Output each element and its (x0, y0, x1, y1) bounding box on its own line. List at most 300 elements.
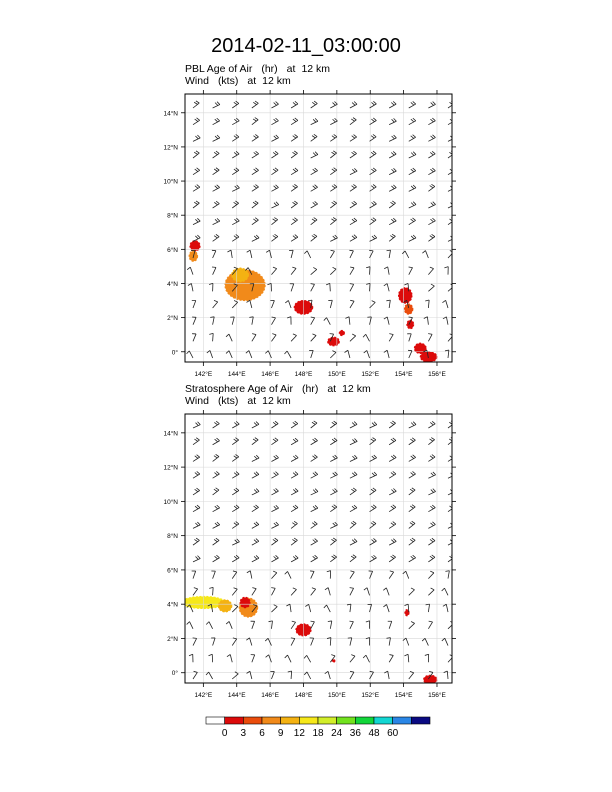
wind-barb (350, 284, 354, 291)
wind-barb-flag (354, 135, 357, 137)
wind-barb (291, 671, 292, 679)
wind-barb (250, 638, 252, 646)
wind-barb (350, 268, 354, 275)
wind-barb-flag (274, 605, 278, 607)
wind-barb (428, 300, 429, 308)
wind-barb (213, 105, 220, 108)
wind-barb-flag (413, 118, 416, 121)
wind-barb-flag (394, 118, 397, 121)
wind-barb (230, 655, 232, 663)
wind-barb-flag (216, 421, 219, 423)
wind-barb (271, 170, 278, 174)
wind-barb (291, 508, 298, 512)
wind-barb (448, 171, 455, 175)
wind-barb-flag (217, 135, 220, 138)
wind-barb-flag (235, 186, 238, 189)
wind-barb-flag (273, 236, 276, 238)
wind-barb (328, 588, 330, 596)
wind-barb (232, 121, 239, 125)
wind-barb (428, 622, 432, 629)
wind-barb-flag (373, 488, 376, 490)
wind-barb (271, 508, 278, 512)
wind-barb (350, 424, 357, 428)
wind-barb-flag (431, 203, 434, 206)
wind-barb-flag (314, 421, 317, 423)
wind-barb-flag (412, 521, 415, 523)
wind-barb-flag (312, 236, 315, 238)
wind-barb (409, 334, 411, 342)
wind-barb-flag (233, 571, 237, 572)
wind-barb-flag (288, 671, 292, 672)
wind-barb (387, 317, 389, 325)
wind-barb-flag (254, 456, 257, 459)
wind-barb-flag (266, 250, 269, 252)
wind-barb (307, 251, 311, 258)
wind-barb-flag (413, 152, 416, 155)
wind-barb-flag (431, 473, 434, 476)
colorbar-segment (243, 717, 262, 724)
wind-barb-flag (450, 119, 453, 122)
wind-barb-flag (391, 219, 394, 222)
wind-barb-flag (189, 654, 193, 655)
wind-barb-flag (236, 134, 239, 136)
wind-barb (193, 474, 200, 478)
wind-barb-flag (391, 473, 394, 476)
wind-barb-flag (272, 334, 276, 335)
wind-barb (232, 424, 239, 428)
wind-barb-flag (371, 152, 374, 154)
wind-barb (232, 317, 234, 325)
wind-barb-flag (371, 169, 374, 172)
wind-barb (271, 491, 278, 495)
y-tick-label: 0° (171, 670, 178, 678)
wind-barb-flag (275, 151, 278, 153)
pbl-age-panel (163, 63, 456, 378)
wind-barb-flag (311, 621, 315, 622)
wind-barb (232, 188, 239, 191)
age-patch (218, 600, 231, 612)
wind-barb (232, 237, 239, 241)
wind-barb-flag (332, 439, 335, 442)
colorbar-segment (318, 717, 337, 724)
map-area (163, 90, 456, 378)
colorbar-label: 18 (312, 728, 324, 739)
y-tick-label: 6°N (167, 567, 178, 575)
wind-barb-flag (255, 505, 258, 508)
wind-barb (291, 335, 296, 341)
wind-barb-flag (253, 439, 256, 441)
wind-barb-flag (292, 267, 296, 268)
wind-barb-flag (256, 235, 259, 238)
x-tick-label: 150°E (327, 371, 346, 378)
panel-title: PBL Age of Air (hr) at 12 km (185, 63, 331, 75)
wind-barb (348, 350, 350, 358)
wind-barb (311, 187, 318, 191)
age-patch (420, 352, 437, 362)
wind-barb-flag (197, 118, 200, 120)
wind-barb (387, 605, 390, 613)
wind-barb-flag (216, 538, 219, 540)
wind-barb-flag (234, 605, 238, 607)
wind-barb-flag (430, 571, 434, 573)
wind-barb (193, 187, 200, 191)
wind-barb-flag (333, 473, 336, 476)
x-tick-label: 144°E (227, 692, 246, 699)
wind-barb-flag (312, 422, 315, 424)
wind-barb (370, 541, 377, 545)
wind-barb-flag (236, 455, 239, 457)
wind-barb-flag (411, 456, 414, 459)
wind-barb-flag (431, 284, 434, 286)
wind-barb-flag (392, 555, 395, 557)
wind-barb (271, 558, 278, 562)
wind-barb (409, 474, 416, 478)
wind-barb-flag (285, 571, 288, 574)
wind-barb-flag (413, 135, 416, 138)
wind-barb-flag (352, 152, 355, 154)
wind-barb-flag (371, 439, 374, 441)
wind-barb-flag (387, 250, 391, 251)
wind-barb (389, 138, 396, 141)
wind-barb (327, 605, 331, 612)
wind-barb (287, 351, 291, 358)
wind-barb (330, 352, 336, 358)
wind-barb-flag (411, 621, 415, 623)
wind-barb (428, 541, 435, 545)
wind-barb-flag (413, 202, 416, 205)
wind-barb-flag (294, 151, 297, 153)
wind-barb-flag (333, 236, 336, 239)
wind-barb (252, 187, 259, 191)
wind-barb-flag (422, 251, 425, 254)
wind-barb-flag (332, 186, 335, 188)
wind-barb (193, 571, 196, 579)
wind-barb (370, 204, 377, 208)
wind-barb-flag (371, 102, 374, 105)
wind-barb (366, 655, 370, 662)
wind-barb-flag (372, 473, 375, 476)
wind-barb (409, 590, 415, 596)
wind-barb-flag (273, 539, 276, 541)
wind-barb (350, 154, 357, 158)
wind-barb (252, 589, 256, 596)
x-tick-label: 142°E (194, 692, 213, 699)
wind-barb-flag (371, 219, 374, 221)
wind-barb-flag (430, 439, 433, 441)
wind-barb (291, 284, 294, 292)
wind-barb-flag (393, 471, 396, 474)
wind-barb-flag (313, 556, 316, 559)
wind-barb-flag (234, 202, 237, 204)
wind-barb (232, 558, 239, 562)
wind-barb (389, 104, 396, 108)
wind-barb-flag (430, 422, 433, 425)
wind-barb-flag (373, 218, 376, 220)
wind-barb-flag (194, 152, 197, 154)
wind-barb (428, 457, 435, 461)
wind-barb (388, 267, 389, 275)
wind-barb (271, 121, 278, 125)
wind-barb (389, 507, 396, 511)
wind-barb (291, 268, 296, 274)
wind-barb-flag (254, 523, 257, 526)
wind-barb-flag (332, 136, 335, 138)
wind-barb-flag (312, 334, 316, 336)
wind-barb (252, 220, 259, 225)
wind-barb-flag (312, 456, 315, 459)
wind-barb (271, 138, 278, 142)
wind-barb-flag (393, 185, 396, 188)
wind-barb (350, 622, 353, 629)
x-tick-label: 150°E (327, 692, 346, 699)
age-of-air-shading (189, 241, 437, 362)
wind-barb-flag (236, 234, 239, 236)
wind-barb-flag (215, 439, 218, 442)
wind-barb (232, 572, 237, 579)
wind-barb-flag (413, 168, 416, 171)
wind-barb-flag (331, 219, 334, 221)
wind-barb (409, 440, 416, 444)
wind-barb-flag (293, 169, 296, 172)
wind-barb-flag (373, 201, 376, 204)
wind-barb-flag (313, 439, 316, 442)
wind-barb-flag (444, 267, 448, 268)
wind-barb (271, 607, 277, 613)
wind-barb (290, 604, 291, 612)
wind-barb-flag (313, 473, 316, 476)
wind-barb-flag (430, 169, 433, 172)
wind-barb-flag (333, 267, 337, 269)
wind-barb (330, 269, 336, 275)
wind-barb-flag (217, 218, 220, 221)
wind-barb (428, 204, 435, 208)
wind-barb-flag (393, 218, 396, 221)
wind-barb-flag (372, 556, 375, 559)
wind-barb (271, 424, 278, 428)
wind-barb-flag (247, 671, 250, 673)
wind-barb-flag (393, 539, 396, 542)
wind-barb (291, 491, 298, 495)
wind-barb-flag (216, 454, 219, 456)
wind-barb (446, 604, 448, 612)
x-tick-label: 154°E (394, 371, 413, 378)
wind-barb (311, 571, 314, 578)
wind-barb-flag (389, 655, 393, 656)
wind-barb (425, 251, 428, 258)
wind-barb (291, 137, 298, 141)
wind-barb-flag (210, 317, 214, 318)
colorbar-label: 36 (349, 728, 361, 739)
wind-barb-flag (350, 300, 354, 301)
wind-barb-flag (384, 267, 387, 269)
wind-barb-flag (332, 152, 335, 154)
wind-barb (209, 672, 213, 679)
wind-barb (307, 655, 311, 662)
wind-barb (350, 475, 357, 479)
wind-barb-flag (198, 422, 201, 425)
wind-barb (250, 671, 252, 679)
wind-barb-flag (236, 522, 239, 524)
wind-barb (350, 187, 357, 191)
wind-barb-flag (453, 472, 456, 475)
wind-barb (370, 425, 377, 428)
wind-barb-flag (432, 168, 435, 171)
wind-barb-flag (305, 604, 308, 606)
wind-barb (350, 301, 354, 308)
wind-barb-flag (391, 103, 394, 106)
wind-barb-flag (196, 151, 199, 153)
wind-barb-flag (314, 134, 317, 136)
wind-barb-flag (293, 152, 296, 154)
wind-barb-flag (214, 236, 217, 238)
wind-barb-flag (315, 118, 318, 121)
wind-barb-flag (445, 350, 449, 351)
wind-barb (213, 251, 216, 258)
wind-barb (389, 440, 396, 444)
wind-barb (193, 491, 200, 495)
wind-barb (311, 335, 316, 341)
wind-barb-flag (373, 555, 376, 558)
colorbar-segment (262, 717, 281, 724)
wind-barb-flag (369, 250, 373, 251)
wind-barb-flag (276, 488, 279, 491)
wind-barb-flag (350, 588, 354, 589)
wind-barb-flag (430, 152, 433, 155)
wind-barb-flag (254, 423, 257, 426)
wind-barb-flag (235, 438, 238, 440)
wind-barb-flag (410, 539, 413, 541)
wind-barb (389, 572, 393, 579)
wind-barb-flag (295, 134, 298, 136)
wind-barb-flag (274, 119, 277, 122)
wind-barb-flag (372, 301, 376, 303)
wind-barb-flag (451, 438, 454, 440)
wind-barb (311, 541, 318, 545)
wind-barb (213, 638, 215, 646)
wind-barb-flag (237, 539, 240, 542)
wind-barb-flag (325, 588, 328, 590)
wind-barb-flag (352, 136, 355, 138)
wind-barb (389, 638, 390, 646)
wind-barb-flag (373, 521, 376, 523)
wind-barb-flag (276, 101, 279, 104)
wind-barb (291, 250, 293, 258)
x-tick-label: 146°E (261, 692, 279, 699)
wind-barb-flag (295, 505, 298, 508)
y-tick-label: 2°N (167, 315, 178, 323)
wind-barb (428, 121, 435, 125)
wind-barb-flag (292, 523, 295, 525)
wind-barb-flag (273, 571, 277, 573)
wind-barb-flag (392, 201, 395, 203)
y-tick-label: 4°N (167, 280, 178, 288)
wind-barb (446, 317, 448, 325)
wind-barb-flag (412, 438, 415, 440)
wind-barb (389, 171, 396, 175)
wind-barb (193, 638, 197, 645)
wind-barb-flag (392, 169, 395, 172)
wind-barb (213, 267, 216, 274)
wind-barb (408, 654, 409, 662)
wind-barb (389, 221, 396, 225)
wind-barb-flag (275, 438, 278, 440)
wind-barb-flag (217, 438, 220, 441)
wind-barb-flag (214, 473, 217, 476)
wind-barb (330, 507, 337, 512)
wind-barb-flag (333, 151, 336, 153)
wind-barb-flag (391, 523, 394, 525)
x-tick-label: 148°E (294, 371, 313, 378)
wind-barb-flag (328, 621, 332, 622)
wind-barb-flag (430, 556, 433, 558)
wind-barb (193, 525, 200, 528)
wind-barb-flag (308, 300, 312, 301)
wind-barb-flag (254, 169, 257, 171)
wind-barb-flag (313, 540, 316, 543)
wind-barb-flag (412, 471, 415, 474)
wind-barb-flag (293, 456, 296, 459)
wind-barb (448, 121, 455, 125)
wind-barb-flag (295, 235, 298, 238)
wind-barb-flag (293, 422, 296, 424)
age-of-air-shading (182, 596, 437, 683)
wind-barb-flag (209, 654, 213, 655)
panel-subtitle: Wind (kts) at 12 km (185, 395, 291, 407)
wind-barb-flag (197, 218, 200, 221)
wind-barb-flag (393, 168, 396, 171)
wind-barb-flag (314, 218, 317, 220)
wind-barb-flag (304, 672, 307, 675)
wind-barb (252, 491, 259, 495)
wind-barb-flag (411, 186, 414, 189)
wind-barb (190, 267, 193, 275)
wind-barb-flag (255, 118, 258, 120)
wind-barb (330, 104, 337, 108)
wind-barb-flag (195, 489, 198, 491)
wind-barb (213, 302, 218, 308)
wind-barb-flag (313, 202, 316, 205)
wind-barb-flag (331, 539, 334, 541)
wind-barb-flag (412, 505, 415, 507)
y-tick-label: 10°N (163, 178, 178, 186)
wind-barb (350, 541, 357, 545)
wind-barb-flag (214, 202, 217, 204)
colorbar-segment (206, 717, 225, 724)
wind-barb-flag (255, 218, 258, 220)
wind-barb-flag (312, 588, 316, 589)
y-tick-label: 4°N (167, 601, 178, 609)
wind-barb (350, 204, 357, 208)
wind-barb (291, 187, 298, 192)
wind-barb-flag (413, 235, 416, 238)
wind-barb-flag (236, 101, 239, 103)
wind-barb (193, 334, 196, 341)
wind-barb-flag (252, 334, 256, 335)
wind-barb-flag (313, 490, 316, 493)
wind-barb (252, 317, 253, 325)
wind-barb (193, 589, 198, 595)
wind-barb (350, 458, 357, 461)
wind-barb (271, 525, 278, 529)
wind-barb (311, 622, 315, 629)
wind-barb (389, 524, 396, 528)
wind-barb-flag (352, 103, 355, 106)
wind-barb-flag (234, 439, 237, 441)
wind-barb-flag (444, 671, 448, 673)
wind-barb (350, 604, 351, 612)
wind-barb-flag (390, 571, 394, 572)
wind-barb-flag (432, 538, 435, 540)
